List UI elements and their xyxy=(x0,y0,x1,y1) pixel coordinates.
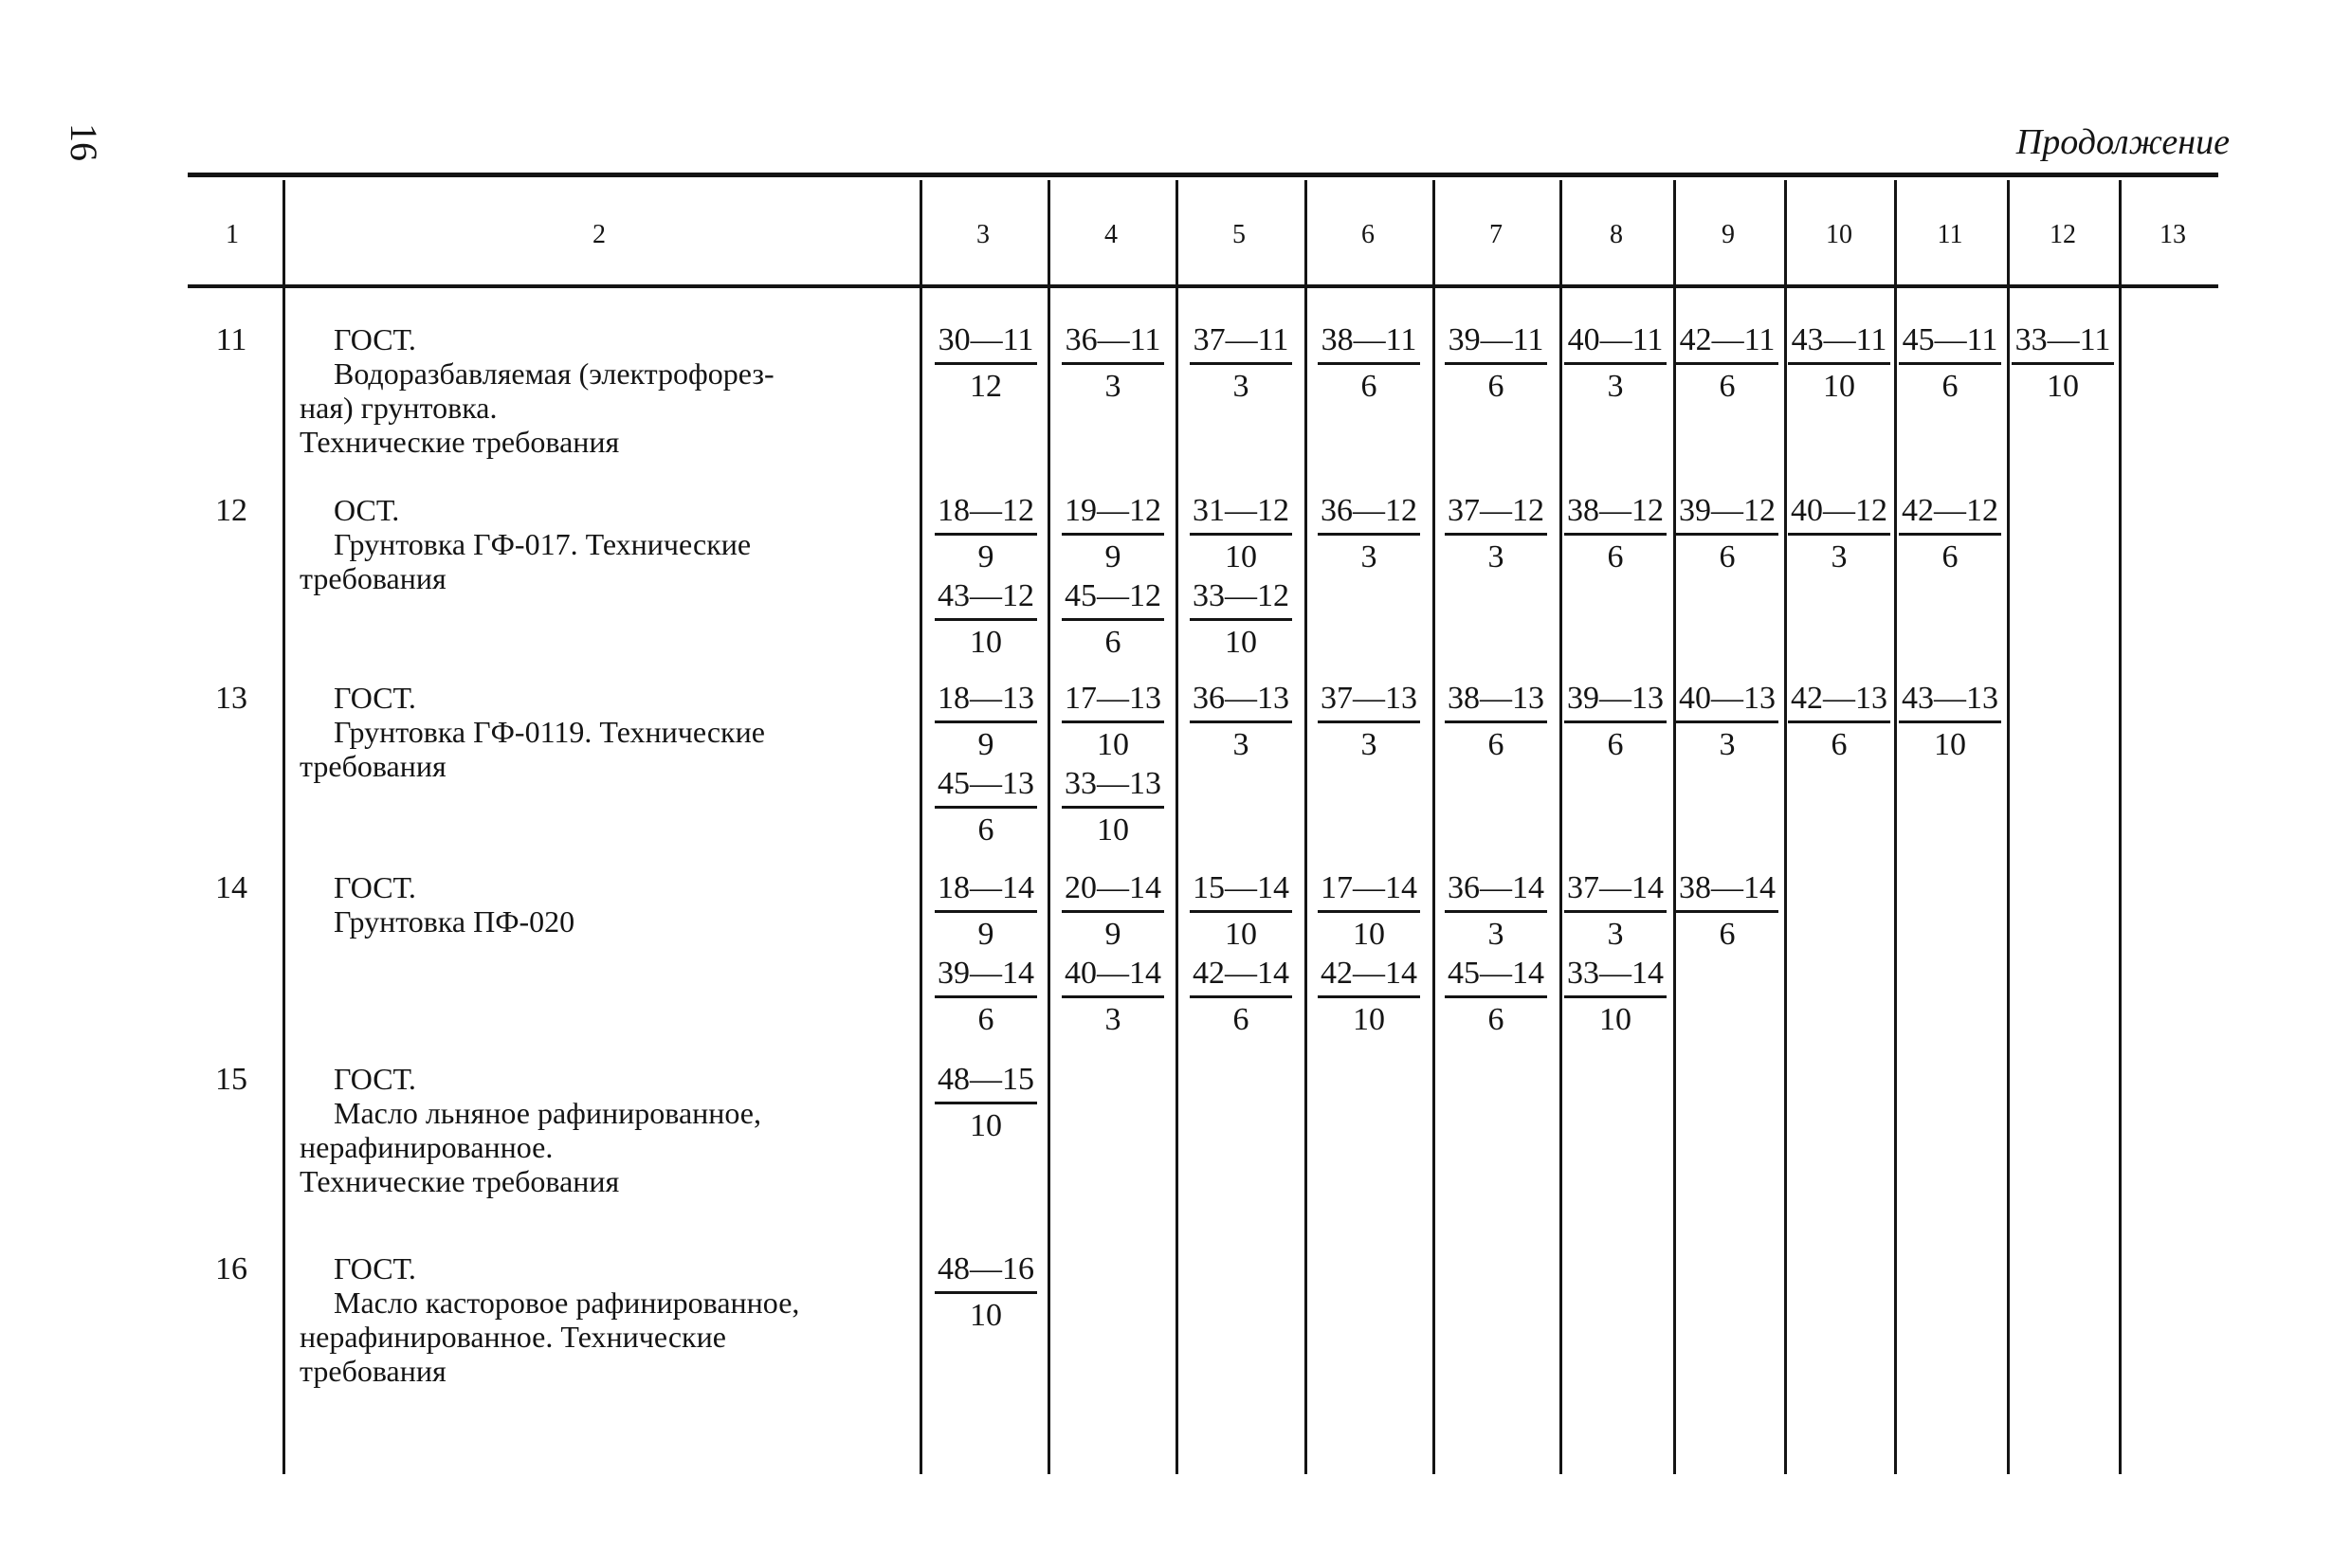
standard-code: ГОСТ. xyxy=(334,681,416,715)
title-line: Технические требования xyxy=(300,425,620,459)
fraction-numerator: 33—11 xyxy=(2012,322,2114,365)
fraction-denominator: 10 xyxy=(1097,812,1129,848)
fraction-denominator: 6 xyxy=(1360,369,1377,404)
title-line: Грунтовка ГФ-017. Технические xyxy=(334,527,752,561)
column-number: 2 xyxy=(592,220,606,249)
fraction-numerator: 30—11 xyxy=(935,322,1037,365)
code-fraction xyxy=(1190,493,1292,575)
row-number: 14 xyxy=(215,870,247,905)
fraction-numerator: 42—11 xyxy=(1676,322,1778,365)
code-fraction xyxy=(935,956,1037,1038)
fraction-denominator: 3 xyxy=(1104,1002,1121,1037)
fraction-numerator: 43—13 xyxy=(1899,681,2001,723)
fraction-numerator: 39—11 xyxy=(1445,322,1547,365)
fraction-numerator: 42—13 xyxy=(1788,681,1890,723)
column-rule xyxy=(1176,180,1178,1474)
page-number: 16 xyxy=(63,123,105,161)
code-fraction xyxy=(1318,956,1420,1038)
fraction-denominator: 10 xyxy=(1225,917,1257,952)
fraction-numerator: 31—12 xyxy=(1190,493,1292,536)
fraction-numerator: 42—12 xyxy=(1899,493,2001,536)
fraction-denominator: 3 xyxy=(1487,539,1504,574)
column-number: 7 xyxy=(1489,220,1503,249)
code-fraction xyxy=(1062,493,1164,575)
fraction-numerator: 15—14 xyxy=(1190,870,1292,913)
column-rule xyxy=(1894,180,1897,1474)
fraction-denominator: 6 xyxy=(1941,369,1959,404)
code-fraction xyxy=(1318,493,1420,575)
code-fraction xyxy=(935,493,1037,575)
document-title-cell xyxy=(300,493,912,595)
title-line: требования xyxy=(300,1354,447,1388)
fraction-numerator: 48—16 xyxy=(935,1251,1037,1294)
code-fraction xyxy=(1445,681,1547,763)
fraction-numerator: 33—12 xyxy=(1190,578,1292,621)
fraction-denominator: 6 xyxy=(1104,625,1121,660)
fraction-numerator: 37—11 xyxy=(1190,322,1292,365)
title-line: Грунтовка ГФ-0119. Технические xyxy=(334,715,765,749)
table-top-rule xyxy=(188,173,2218,177)
fraction-numerator: 45—14 xyxy=(1445,956,1547,998)
fraction-denominator: 6 xyxy=(1607,539,1624,574)
fraction-denominator: 3 xyxy=(1360,727,1377,762)
fraction-denominator: 3 xyxy=(1487,917,1504,952)
code-fraction xyxy=(1062,870,1164,953)
code-fraction xyxy=(1899,681,2001,763)
code-fraction xyxy=(1676,322,1778,405)
code-fraction xyxy=(1899,322,2001,405)
fraction-numerator: 39—13 xyxy=(1564,681,1667,723)
fraction-numerator: 38—12 xyxy=(1564,493,1667,536)
fraction-denominator: 10 xyxy=(2047,369,2079,404)
title-line: Грунтовка ПФ-020 xyxy=(334,904,575,939)
code-fraction xyxy=(1062,681,1164,763)
code-fraction xyxy=(1190,578,1292,661)
fraction-numerator: 36—13 xyxy=(1190,681,1292,723)
column-rule xyxy=(1432,180,1435,1474)
fraction-denominator: 10 xyxy=(970,1298,1002,1333)
fraction-numerator: 42—14 xyxy=(1318,956,1420,998)
fraction-denominator: 3 xyxy=(1104,369,1121,404)
fraction-denominator: 6 xyxy=(1607,727,1624,762)
fraction-denominator: 10 xyxy=(1353,917,1385,952)
document-title-cell xyxy=(300,322,912,459)
fraction-numerator: 39—14 xyxy=(935,956,1037,998)
title-line: Масло льняное рафинированное, xyxy=(334,1096,761,1130)
fraction-denominator: 6 xyxy=(977,1002,994,1037)
column-rule xyxy=(282,180,285,1474)
column-number: 1 xyxy=(226,220,239,249)
fraction-numerator: 20—14 xyxy=(1062,870,1164,913)
code-fraction xyxy=(935,322,1037,405)
fraction-denominator: 10 xyxy=(1097,727,1129,762)
table-header-rule xyxy=(188,284,2218,288)
code-fraction xyxy=(1676,681,1778,763)
title-line: нерафинированное. xyxy=(300,1130,554,1164)
fraction-denominator: 6 xyxy=(1719,917,1736,952)
document-title-cell xyxy=(300,870,912,939)
column-number: 12 xyxy=(2050,220,2076,249)
title-line: Технические требования xyxy=(300,1164,620,1198)
fraction-numerator: 37—14 xyxy=(1564,870,1667,913)
fraction-numerator: 17—13 xyxy=(1062,681,1164,723)
code-fraction xyxy=(1564,681,1667,763)
code-fraction xyxy=(1899,493,2001,575)
fraction-denominator: 3 xyxy=(1831,539,1848,574)
fraction-numerator: 17—14 xyxy=(1318,870,1420,913)
column-number: 6 xyxy=(1361,220,1375,249)
code-fraction xyxy=(1062,956,1164,1038)
code-fraction xyxy=(935,1062,1037,1144)
code-fraction xyxy=(1564,322,1667,405)
code-fraction xyxy=(1445,956,1547,1038)
column-number: 5 xyxy=(1232,220,1246,249)
fraction-numerator: 36—14 xyxy=(1445,870,1547,913)
column-number: 9 xyxy=(1722,220,1735,249)
standard-code: ГОСТ. xyxy=(334,322,416,356)
code-fraction xyxy=(2012,322,2114,405)
column-number: 10 xyxy=(1826,220,1852,249)
fraction-numerator: 18—14 xyxy=(935,870,1037,913)
fraction-numerator: 45—13 xyxy=(935,766,1037,809)
fraction-denominator: 6 xyxy=(1232,1002,1249,1037)
fraction-numerator: 43—11 xyxy=(1788,322,1890,365)
title-line: Водоразбавляемая (электрофорез- xyxy=(334,356,775,391)
title-line: требования xyxy=(300,561,447,595)
fraction-denominator: 9 xyxy=(977,727,994,762)
column-rule xyxy=(1048,180,1050,1474)
code-fraction xyxy=(1676,870,1778,953)
standard-code: ГОСТ. xyxy=(334,1251,416,1285)
fraction-denominator: 6 xyxy=(1487,727,1504,762)
fraction-numerator: 38—14 xyxy=(1676,870,1778,913)
fraction-denominator: 10 xyxy=(1934,727,1966,762)
row-number: 12 xyxy=(215,493,247,528)
fraction-denominator: 10 xyxy=(1823,369,1855,404)
fraction-denominator: 10 xyxy=(1225,625,1257,660)
code-fraction xyxy=(1788,493,1890,575)
code-fraction xyxy=(1564,493,1667,575)
column-rule xyxy=(1559,180,1562,1474)
code-fraction xyxy=(1190,956,1292,1038)
code-fraction xyxy=(1445,322,1547,405)
code-fraction xyxy=(935,681,1037,763)
document-title-cell xyxy=(300,1251,912,1388)
fraction-denominator: 6 xyxy=(1487,369,1504,404)
fraction-numerator: 37—13 xyxy=(1318,681,1420,723)
code-fraction xyxy=(1318,322,1420,405)
code-fraction xyxy=(1788,322,1890,405)
code-fraction xyxy=(1190,322,1292,405)
row-number: 11 xyxy=(215,322,247,357)
standard-code: ГОСТ. xyxy=(334,1062,416,1096)
code-fraction xyxy=(1062,578,1164,661)
fraction-numerator: 45—12 xyxy=(1062,578,1164,621)
column-rule xyxy=(920,180,922,1474)
fraction-denominator: 10 xyxy=(1599,1002,1631,1037)
row-number: 16 xyxy=(215,1251,247,1286)
fraction-denominator: 9 xyxy=(977,539,994,574)
fraction-numerator: 33—13 xyxy=(1062,766,1164,809)
code-fraction xyxy=(1564,956,1667,1038)
fraction-numerator: 40—12 xyxy=(1788,493,1890,536)
standard-code: ОСТ. xyxy=(334,493,400,527)
fraction-denominator: 10 xyxy=(970,1108,1002,1143)
title-line: ная) грунтовка. xyxy=(300,391,498,425)
fraction-numerator: 40—11 xyxy=(1564,322,1667,365)
column-number: 11 xyxy=(1937,220,1963,249)
fraction-numerator: 43—12 xyxy=(935,578,1037,621)
fraction-denominator: 9 xyxy=(1104,539,1121,574)
document-title-cell xyxy=(300,1062,912,1198)
code-fraction xyxy=(1062,766,1164,848)
code-fraction xyxy=(1062,322,1164,405)
fraction-numerator: 38—13 xyxy=(1445,681,1547,723)
fraction-numerator: 45—11 xyxy=(1899,322,2001,365)
fraction-denominator: 9 xyxy=(977,917,994,952)
fraction-numerator: 18—12 xyxy=(935,493,1037,536)
title-line: требования xyxy=(300,749,447,783)
row-number: 15 xyxy=(215,1062,247,1097)
column-number: 8 xyxy=(1610,220,1623,249)
column-number: 3 xyxy=(976,220,990,249)
fraction-numerator: 40—14 xyxy=(1062,956,1164,998)
fraction-denominator: 10 xyxy=(1353,1002,1385,1037)
fraction-denominator: 6 xyxy=(1719,369,1736,404)
column-number: 4 xyxy=(1104,220,1118,249)
fraction-denominator: 6 xyxy=(977,812,994,848)
fraction-numerator: 37—12 xyxy=(1445,493,1547,536)
fraction-numerator: 42—14 xyxy=(1190,956,1292,998)
fraction-denominator: 3 xyxy=(1719,727,1736,762)
fraction-denominator: 3 xyxy=(1607,917,1624,952)
fraction-numerator: 38—11 xyxy=(1318,322,1420,365)
fraction-denominator: 3 xyxy=(1607,369,1624,404)
code-fraction xyxy=(1190,681,1292,763)
title-line: нерафинированное. Технические xyxy=(300,1320,726,1354)
fraction-numerator: 48—15 xyxy=(935,1062,1037,1104)
fraction-numerator: 19—12 xyxy=(1062,493,1164,536)
fraction-denominator: 6 xyxy=(1487,1002,1504,1037)
column-rule xyxy=(2007,180,2010,1474)
code-fraction xyxy=(1190,870,1292,953)
column-rule xyxy=(1304,180,1307,1474)
code-fraction xyxy=(1318,870,1420,953)
fraction-denominator: 10 xyxy=(970,625,1002,660)
fraction-denominator: 6 xyxy=(1831,727,1848,762)
fraction-numerator: 36—12 xyxy=(1318,493,1420,536)
title-line: Масло касторовое рафинированное, xyxy=(334,1285,800,1320)
row-number: 13 xyxy=(215,681,247,716)
column-rule xyxy=(2119,180,2122,1474)
code-fraction xyxy=(935,578,1037,661)
document-title-cell xyxy=(300,681,912,783)
fraction-numerator: 18—13 xyxy=(935,681,1037,723)
fraction-denominator: 10 xyxy=(1225,539,1257,574)
column-rule xyxy=(1784,180,1787,1474)
standard-code: ГОСТ. xyxy=(334,870,416,904)
column-number: 13 xyxy=(2160,220,2186,249)
code-fraction xyxy=(1445,493,1547,575)
code-fraction xyxy=(935,1251,1037,1334)
code-fraction xyxy=(935,766,1037,848)
fraction-numerator: 33—14 xyxy=(1564,956,1667,998)
code-fraction xyxy=(1564,870,1667,953)
code-fraction xyxy=(1788,681,1890,763)
fraction-denominator: 6 xyxy=(1941,539,1959,574)
fraction-denominator: 9 xyxy=(1104,917,1121,952)
code-fraction xyxy=(935,870,1037,953)
code-fraction xyxy=(1445,870,1547,953)
continuation-label: Продолжение xyxy=(2015,122,2230,162)
fraction-numerator: 36—11 xyxy=(1062,322,1164,365)
fraction-numerator: 40—13 xyxy=(1676,681,1778,723)
fraction-denominator: 12 xyxy=(970,369,1002,404)
code-fraction xyxy=(1318,681,1420,763)
code-fraction xyxy=(1676,493,1778,575)
fraction-denominator: 3 xyxy=(1360,539,1377,574)
fraction-denominator: 3 xyxy=(1232,369,1249,404)
fraction-denominator: 6 xyxy=(1719,539,1736,574)
fraction-denominator: 3 xyxy=(1232,727,1249,762)
fraction-numerator: 39—12 xyxy=(1676,493,1778,536)
